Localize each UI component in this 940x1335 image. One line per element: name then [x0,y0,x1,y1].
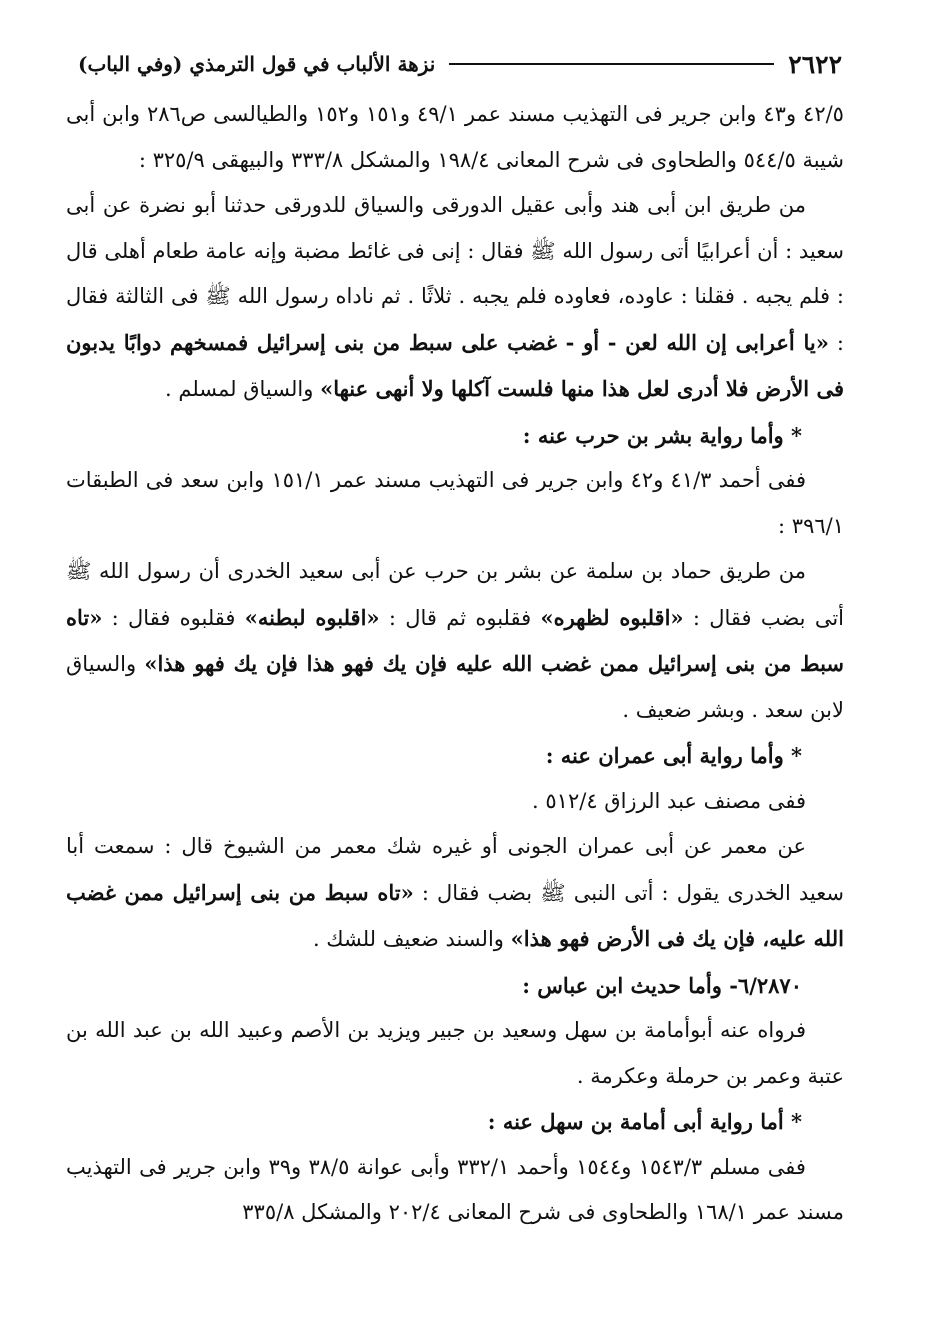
page-body [66,92,844,1236]
header-rule [449,63,774,65]
paragraph-hadith-2 [66,549,844,733]
paragraph-text: فقلبوه فقال : [102,605,245,630]
section-heading: * وأما رواية بشر بن حرب عنه : [522,422,802,448]
paragraph-text: فقلبوه ثم قال : [379,605,541,630]
section-heading: * وأما رواية أبى عمران عنه : [545,743,802,768]
section-heading: * أما رواية أبى أمامة بن سهل عنه : [487,1109,802,1134]
page-number: ٢٦٢٢ [788,49,842,79]
hadith-quote: «اقلبوه لبطنه» [244,604,380,630]
paragraph-text: من طريق حماد بن سلمة عن بشر بن حرب عن أبى سعيد الخدرى أن رسول الله ﷺ أتى بضب فقال : [66,559,844,630]
paragraph-text: والسياق لمسلم . [165,377,321,401]
section-heading: ٦/٢٨٧٠- وأما حديث ابن عباس : [522,972,802,998]
hadith-quote: «يا أعرابى إن الله لعن - أو - غضب على سبط من بنى إسرائيل فمسخهم دوابًا يدبون فى الأرض فلا أدرى لعل هذا منها فلست آكلها ولا أنهى عنها» [66,329,844,401]
paragraph-hadith-1 [66,183,844,413]
paragraph-text: والسند ضعيف للشك . [312,927,511,951]
paragraph-sources-3: ففى مصنف عبد الرزاق ٥١٢/٤ . [532,788,806,813]
paragraph-sources-2: ففى أحمد ٤١/٣ و٤٢ وابن جرير فى التهذيب مسند عمر ١٥١/١ وابن سعد فى الطبقات ٣٩٦/١ : [66,468,844,538]
paragraph-text: والسياق لابن سعد . وبشر ضعيف . [66,652,844,722]
running-title: نزهة الألباب في قول الترمذي (وفي الباب) [78,52,436,76]
paragraph-hadith-3 [66,824,844,963]
hadith-quote: «تاه سبط من بنى إسرائيل ممن غضب الله عليه فإن يك فهو هذا فإن يك فهو هذا» [66,604,844,676]
hadith-quote: «اقلبوه لظهره» [540,604,684,630]
paragraph-text: عن معمر عن أبى عمران الجونى أو غيره شك معمر من الشيوخ قال : سمعت أبا سعيد الخدرى يقول : أتى النبى ﷺ بضب فقال : [66,834,844,905]
hadith-quote: «تاه سبط من بنى إسرائيل ممن غضب الله عليه، فإن يك فى الأرض فهو هذا» [66,879,844,951]
paragraph-sources-1: ٤٢/٥ و٤٣ وابن جرير فى التهذيب مسند عمر ٤٩/١ و١٥١ و١٥٢ والطيالسى ص٢٨٦ وابن أبى شيبة ٥٤٤/٥ والطحاوى فى شرح المعانى ١٩٨/٤ والمشكل ٣٣٣/٨ والبيهقى ٣٢٥/٩ : [66,102,844,172]
page-header [78,44,842,84]
paragraph-sources-4: ففى مسلم ١٥٤٣/٣ و١٥٤٤ وأحمد ٣٣٢/١ وأبى عوانة ٣٨/٥ و٣٩ وابن جرير فى التهذيب مسند عمر ١٦٨/١ والطحاوى فى شرح المعانى ٢٠٢/٤ والمشكل ٣٣٥/٨ [66,1154,844,1224]
paragraph-text: من طريق ابن أبى هند وأبى عقيل الدورقى والسياق للدورقى حدثنا أبو نضرة عن أبى سعيد : أن أعرابيًا أتى رسول الله ﷺ فقال : إنى فى غائط مضبة وإنه عامة طعام أهلى قال : فلم يجبه . فقلنا : عاوده، فعاوده فلم يجبه . ثلاثًا . ثم ناداه رسول الله ﷺ فى الثالثة فقال : [66,193,844,355]
paragraph-narrators: فرواه عنه أبوأمامة بن سهل وسعيد بن جبير ويزيد بن الأصم وعبيد الله بن عبد الله بن عتبة وعمر بن حرملة وعكرمة . [66,1018,844,1088]
